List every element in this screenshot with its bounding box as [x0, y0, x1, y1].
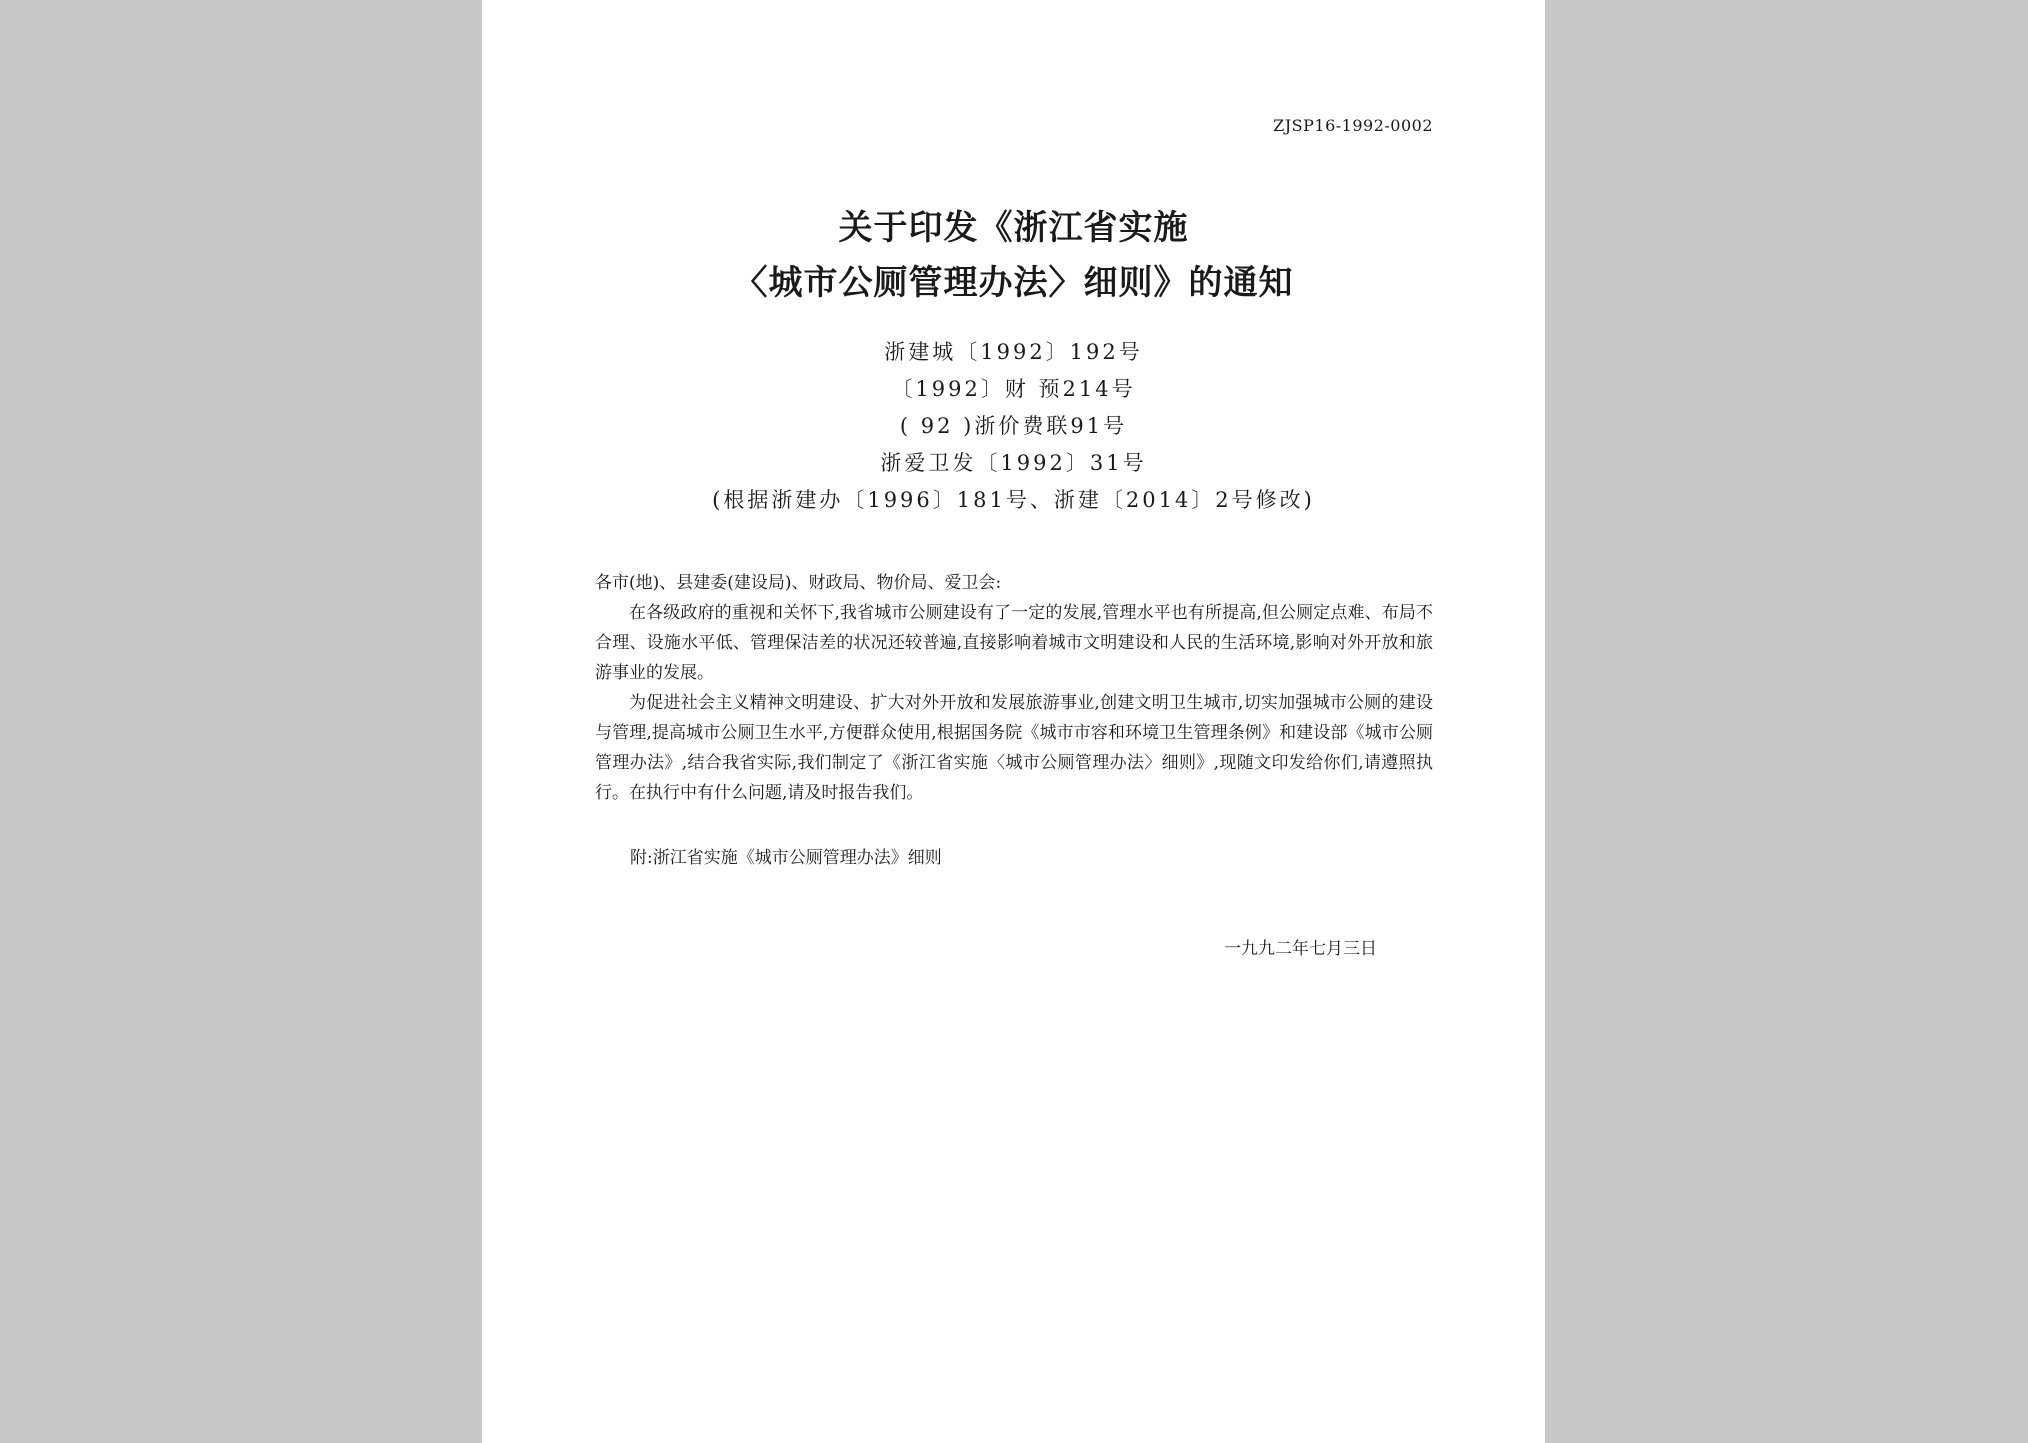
- body-text: [595, 568, 1433, 808]
- document-code: ZJSP16-1992-0002: [1273, 116, 1433, 135]
- paragraph-2: 为促进社会主义精神文明建设、扩大对外开放和发展旅游事业,创建文明卫生城市,切实加强城市公厕的建设与管理,提高城市公厕卫生水平,方便群众使用,根据国务院《城市市容和环境卫生管理条例》和建设部《城市公厕管理办法》,结合我省实际,我们制定了《浙江省实施〈城市公厕管理办法〉细则》,现随文印发给你们,请遵照执行。在执行中有什么问题,请及时报告我们。: [595, 693, 1433, 803]
- title-line-2: 〈城市公厕管理办法〉细则》的通知: [733, 263, 1294, 303]
- reference-line: 浙爱卫发〔1992〕31号: [880, 451, 1147, 475]
- attachment-note: 附:浙江省实施《城市公厕管理办法》细则: [630, 848, 942, 868]
- salutation: 各市(地)、县建委(建设局)、财政局、物价局、爱卫会:: [595, 573, 1002, 593]
- reference-line: ( 92 )浙价费联91号: [899, 414, 1128, 438]
- reference-numbers: [482, 334, 1545, 519]
- reference-line: 浙建城〔1992〕192号: [884, 340, 1143, 364]
- issue-date: 一九九二年七月三日: [1224, 939, 1377, 959]
- reference-line: 〔1992〕财 预214号: [891, 377, 1136, 401]
- title-line-1: 关于印发《浙江省实施: [838, 208, 1189, 248]
- document-page: [482, 0, 1545, 1443]
- revision-note: (根据浙建办〔1996〕181号、浙建〔2014〕2号修改): [712, 488, 1315, 512]
- paragraph-1: 在各级政府的重视和关怀下,我省城市公厕建设有了一定的发展,管理水平也有所提高,但公厕定点难、布局不合理、设施水平低、管理保洁差的状况还较普遍,直接影响着城市文明建设和人民的生活环境,影响对外开放和旅游事业的发展。: [595, 603, 1433, 683]
